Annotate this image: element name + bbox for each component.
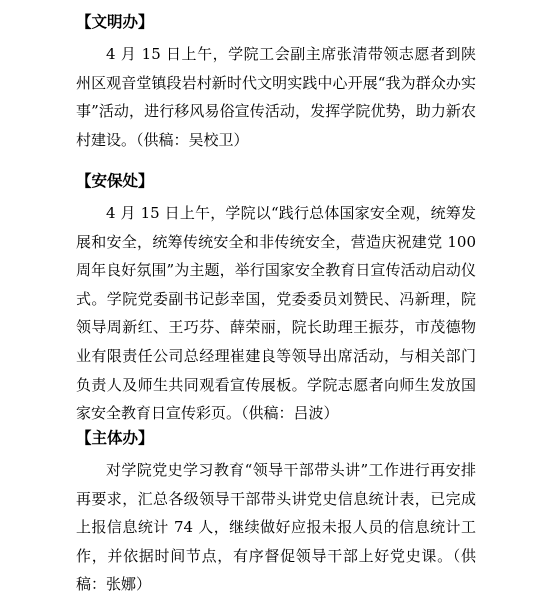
- section-heading: 【主体办】: [76, 429, 154, 447]
- section-paragraph: 4 月 15 日上午，学院工会副主席张清带领志愿者到陕州区观音堂镇段岩村新时代文明实践中心开展“我为群众办实事”活动，进行移风易俗宣传活动，发挥学院优势，助力新农村建设。（供稿：吴校卫）: [76, 45, 476, 149]
- section-paragraph: 对学院党史学习教育“领导干部带头讲”工作进行再安排再要求，汇总各级领导干部带头讲党史信息统计表，已完成上报信息统计 74 人，继续做好应报未报人员的信息统计工作，并依据时间节点，有序督促领导干部上好党史课。（供稿：张娜）: [76, 461, 476, 594]
- section-paragraph: 4 月 15 日上午，学院以“践行总体国家安全观，统筹发展和安全，统筹传统安全和非传统安全，营造庆祝建党 100 周年良好氛围”为主题，举行国家安全教育日宣传活动启动仪式。学院党委副书记彭幸国，党委委员刘赞民、冯新理，院领导周新红、王巧芬、薛荣丽，院长助理王振芬，市茂德物业有限责任公司总经理崔建良等领导出席活动，与相关部门负责人及师生共同观看宣传展板。学院志愿者向师生发放国家安全教育日宣传彩页。（供稿：吕波）: [76, 204, 476, 423]
- section-wenming-office: [76, 10, 476, 154]
- section-security-office: [76, 169, 476, 428]
- section-heading: 【安保处】: [76, 172, 154, 190]
- section-heading: 【文明办】: [76, 13, 154, 31]
- section-main-office: [76, 426, 476, 599]
